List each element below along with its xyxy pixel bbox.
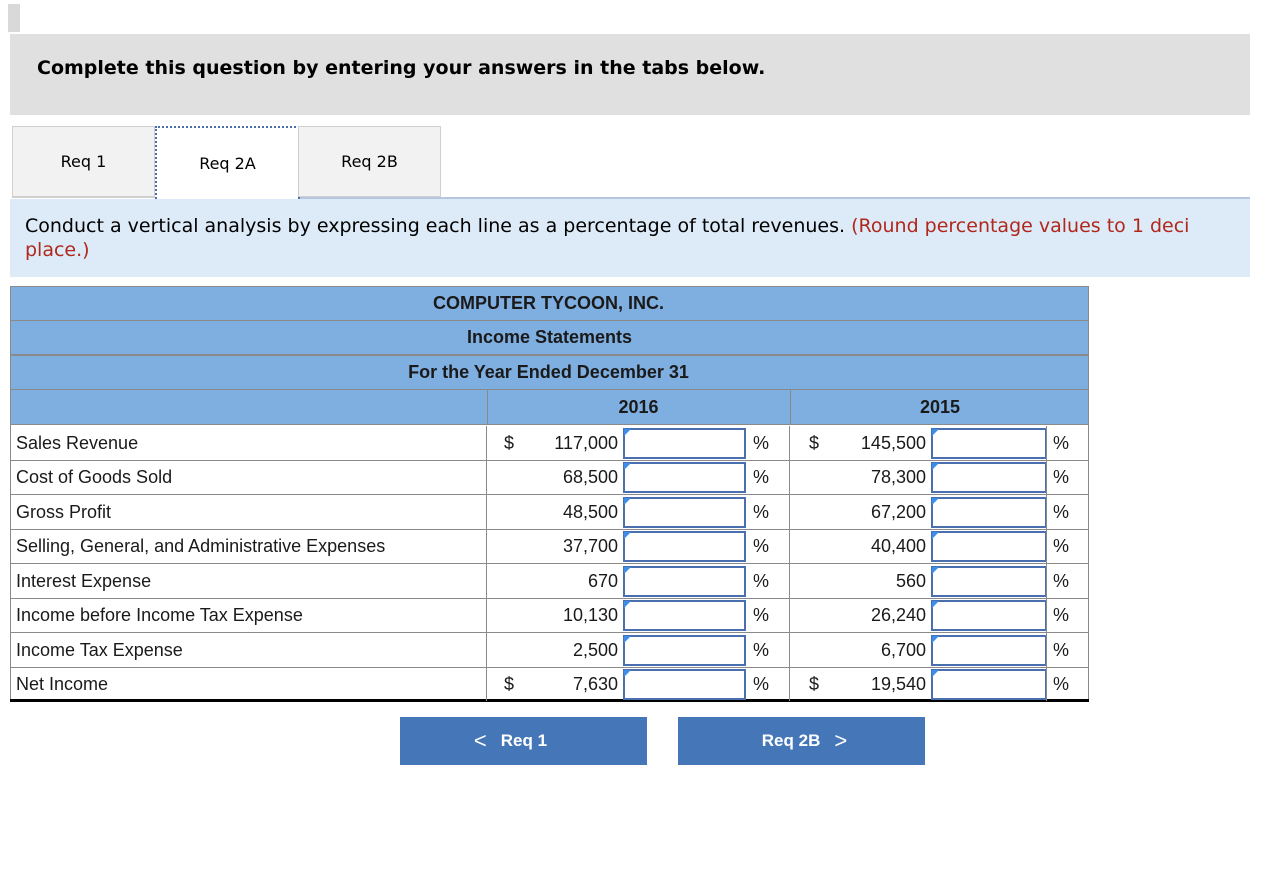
- column-divider: [789, 633, 790, 667]
- percent-sign-2016: %: [753, 536, 770, 556]
- chevron-left-icon: <: [473, 728, 487, 753]
- column-divider: [1046, 564, 1047, 598]
- column-divider: [1046, 529, 1047, 563]
- column-divider: [789, 564, 790, 598]
- row-label: Interest Expense: [16, 571, 152, 591]
- percent-input-2016[interactable]: [623, 669, 746, 700]
- amount-2015: 40,400: [870, 536, 926, 556]
- rounding-note: (Round percentage values to 1 deci: [851, 215, 1190, 237]
- column-divider: [486, 667, 487, 701]
- instruction-bar: [10, 34, 1250, 115]
- percent-input-2015[interactable]: [931, 669, 1047, 700]
- percent-input-2015[interactable]: [931, 600, 1047, 631]
- column-divider: [486, 633, 487, 667]
- table-row: [10, 667, 1089, 702]
- next-req-2b-button[interactable]: [678, 717, 925, 765]
- amount-2016: 48,500: [562, 502, 618, 522]
- row-label: Selling, General, and Administrative Expenses: [16, 536, 386, 556]
- row-label: Gross Profit: [16, 502, 112, 522]
- percent-sign-2015: %: [1053, 571, 1070, 591]
- prev-req-1-button[interactable]: [400, 717, 647, 765]
- percent-sign-2015: %: [1053, 433, 1070, 453]
- percent-input-2016[interactable]: [623, 462, 746, 493]
- amount-2016: 68,500: [562, 467, 618, 487]
- percent-sign-2016: %: [753, 433, 770, 453]
- column-divider: [789, 460, 790, 494]
- percent-input-2015[interactable]: [931, 497, 1047, 528]
- corner-marker: [8, 4, 20, 32]
- row-label: Sales Revenue: [16, 433, 139, 453]
- row-label: Cost of Goods Sold: [16, 467, 173, 487]
- percent-sign-2016: %: [753, 674, 770, 694]
- percent-input-2016[interactable]: [623, 635, 746, 666]
- amount-2016: 10,130: [562, 605, 618, 625]
- tab-divider-left: [12, 197, 155, 198]
- period-header: [10, 355, 1089, 390]
- column-divider: [1046, 598, 1047, 632]
- percent-input-2015[interactable]: [931, 462, 1047, 493]
- table-row: [10, 633, 1089, 668]
- percent-sign-2015: %: [1053, 467, 1070, 487]
- year-2015-header: 2015: [919, 396, 961, 417]
- question-prompt: [10, 199, 1250, 277]
- column-divider: [486, 460, 487, 494]
- percent-input-2015[interactable]: [931, 531, 1047, 562]
- statement-title: Income Statements: [466, 327, 633, 347]
- dollar-sign-2016: $: [504, 674, 515, 694]
- column-divider: [789, 529, 790, 563]
- percent-sign-2016: %: [753, 605, 770, 625]
- column-divider: [789, 598, 790, 632]
- column-divider: [1046, 667, 1047, 701]
- percent-sign-2015: %: [1053, 674, 1070, 694]
- percent-input-2016[interactable]: [623, 531, 746, 562]
- percent-sign-2015: %: [1053, 640, 1070, 660]
- amount-2015: 19,540: [870, 674, 926, 694]
- table-row: [10, 426, 1089, 461]
- prompt-text: Conduct a vertical analysis by expressing each line as a percentage of total revenues.: [25, 215, 846, 237]
- table-row: [10, 598, 1089, 633]
- percent-sign-2016: %: [753, 467, 770, 487]
- percent-input-2016[interactable]: [623, 566, 746, 597]
- percent-input-2015[interactable]: [931, 566, 1047, 597]
- column-divider: [486, 598, 487, 632]
- amount-2015: 560: [895, 571, 926, 591]
- percent-input-2015[interactable]: [931, 635, 1047, 666]
- percent-sign-2016: %: [753, 502, 770, 522]
- row-label: Income Tax Expense: [16, 640, 183, 660]
- percent-sign-2016: %: [753, 640, 770, 660]
- company-name-header: [10, 286, 1089, 321]
- percent-sign-2015: %: [1053, 502, 1070, 522]
- percent-input-2016[interactable]: [623, 600, 746, 631]
- percent-sign-2015: %: [1053, 605, 1070, 625]
- percent-input-2016[interactable]: [623, 497, 746, 528]
- tab-req-1[interactable]: Req 1: [12, 126, 155, 197]
- tab-req-2b[interactable]: Req 2B: [298, 126, 441, 197]
- tab-req-2a[interactable]: Req 2A: [155, 126, 300, 199]
- next-button-label: Req 2B: [761, 731, 821, 750]
- dollar-sign-2015: $: [809, 674, 820, 694]
- row-label: Income before Income Tax Expense: [16, 605, 303, 625]
- prev-button-label: Req 1: [500, 731, 548, 750]
- amount-2016: 117,000: [554, 433, 618, 453]
- amount-2015: 6,700: [880, 640, 926, 660]
- column-divider: [1046, 633, 1047, 667]
- column-divider: [486, 564, 487, 598]
- table-row: [10, 495, 1089, 530]
- amount-2015: 78,300: [870, 467, 926, 487]
- period-text: For the Year Ended December 31: [408, 362, 689, 382]
- year-2016-header: 2016: [618, 396, 659, 417]
- dollar-sign-2016: $: [504, 433, 515, 453]
- percent-sign-2015: %: [1053, 536, 1070, 556]
- column-divider: [1046, 460, 1047, 494]
- column-divider: [789, 667, 790, 701]
- year-header-row: [10, 389, 1089, 425]
- prompt-line: [25, 214, 1250, 238]
- amount-2015: 67,200: [870, 502, 926, 522]
- column-divider: [486, 495, 487, 529]
- amount-2015: 26,240: [870, 605, 926, 625]
- statement-title-header: [10, 320, 1089, 355]
- percent-input-2015[interactable]: [931, 428, 1047, 459]
- column-divider: [1046, 495, 1047, 529]
- column-divider: [1046, 426, 1047, 460]
- chevron-right-icon: >: [834, 728, 848, 753]
- column-divider: [486, 426, 487, 460]
- table-row: [10, 460, 1089, 495]
- company-name: COMPUTER TYCOON, INC.: [432, 293, 664, 313]
- amount-2016: 2,500: [572, 640, 618, 660]
- amount-2016: 37,700: [562, 536, 618, 556]
- amount-2016: 7,630: [572, 674, 618, 694]
- table-row: [10, 529, 1089, 564]
- dollar-sign-2015: $: [809, 433, 820, 453]
- amount-2015: 145,500: [860, 433, 926, 453]
- column-divider: [789, 426, 790, 460]
- rounding-note-continued: place.): [25, 239, 90, 261]
- instruction-text: Complete this question by entering your answers in the tabs below.: [37, 57, 766, 79]
- percent-sign-2016: %: [753, 571, 770, 591]
- column-divider: [486, 529, 487, 563]
- percent-input-2016[interactable]: [623, 428, 746, 459]
- amount-2016: 670: [587, 571, 618, 591]
- column-divider: [789, 495, 790, 529]
- table-row: [10, 564, 1089, 599]
- row-label: Net Income: [16, 674, 109, 694]
